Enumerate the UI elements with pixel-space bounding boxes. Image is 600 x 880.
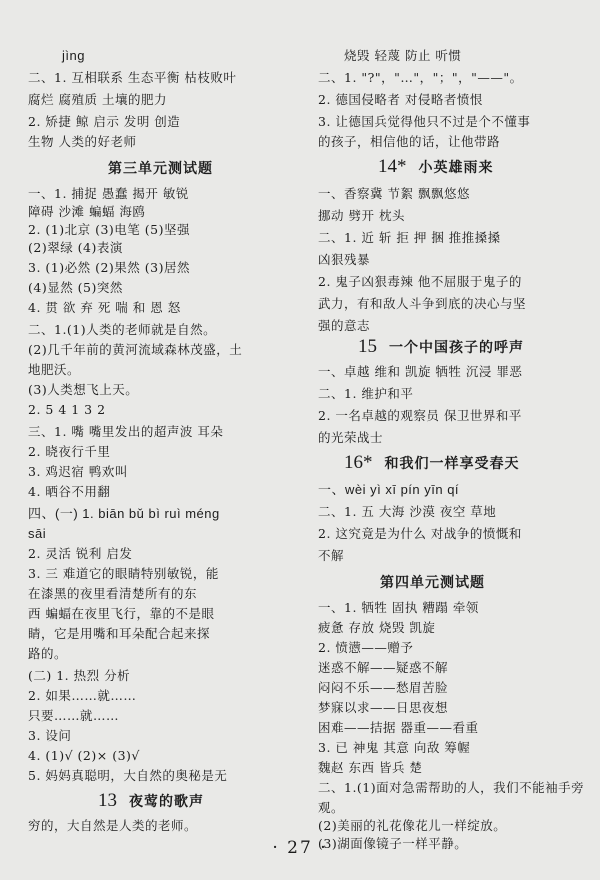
text-line: 西 蝙蝠在夜里飞行，靠的不是眼	[28, 606, 215, 621]
text-line: 腐烂 腐殖质 土壤的肥力	[28, 92, 167, 107]
text-line: 2. 晓夜行千里	[28, 444, 111, 459]
text-line: 地肥沃。	[28, 362, 81, 377]
section-heading: 第四单元测试题	[380, 575, 485, 591]
text-line: 障碍 沙滩 蝙蝠 海鸥	[28, 204, 146, 219]
text-line: 一、香察冀 节絮 飘飘悠悠	[318, 186, 470, 201]
text-line: 迷惑不解——疑惑不解	[318, 660, 449, 675]
text-line: 一、1. 捕捉 愚蠢 揭开 敏锐	[28, 186, 189, 201]
text-line: 2. 德国侵略者 对侵略者愤恨	[318, 92, 483, 107]
text-line: 在漆黑的夜里看清楚所有的东	[28, 586, 198, 601]
text-line: 三、1. 嘴 嘴里发出的超声波 耳朵	[28, 424, 224, 439]
text-line: 4. (1)√ (2)× (3)√	[28, 748, 140, 763]
text-line: 只要……就……	[28, 708, 120, 723]
text-line: 疲惫 存放 烧毁 凯旋	[318, 620, 436, 635]
text-line: 3. 让德国兵觉得他只不过是个不懂事	[318, 114, 531, 129]
text-line: 二、1.(1)面对急需帮助的人，我们不能袖手旁	[318, 780, 585, 795]
lesson-title: 一个中国孩子的呼声	[389, 340, 524, 356]
text-line: 3. 三 难道它的眼睛特别敏锐，能	[28, 566, 219, 581]
text-line: 二、1. 五 大海 沙漠 夜空 草地	[318, 504, 497, 519]
lesson-number: 14*	[378, 156, 407, 177]
text-line: 2. 一名卓越的观察员 保卫世界和平	[318, 408, 522, 423]
text-line: 挪动 劈开 枕头	[318, 208, 405, 223]
text-line: jìng	[62, 48, 85, 63]
text-line: 二、1. 近 斩 拒 押 捆 推推搡搡	[318, 230, 501, 245]
lesson-number: 16*	[344, 452, 373, 473]
lesson-heading-16	[344, 452, 520, 474]
text-line: 闷闷不乐——愁眉苦脸	[318, 680, 449, 695]
text-line: (3)湖面像镜子一样平静。	[318, 836, 468, 851]
text-line: 2. 灵活 锐利 启发	[28, 546, 133, 561]
text-line: 二、1.(1)人类的老师就是自然。	[28, 322, 217, 337]
text-line: 睛，它是用嘴和耳朵配合起来探	[28, 626, 211, 641]
text-line: 2. 愤懑——赠予	[318, 640, 414, 655]
text-line: 4. 贯 欲 弃 死 喘 和 恩 怒	[28, 300, 181, 315]
text-line: 困难——拮据 器重——看重	[318, 720, 479, 735]
text-line: 3. (1)必然 (2)果然 (3)居然	[28, 260, 190, 275]
lesson-number: 13	[98, 790, 117, 811]
text-line: 一、卓越 维和 凯旋 牺牲 沉浸 罪恶	[318, 364, 523, 379]
text-line: 二、1. "?"，"…"，"；"，"——"。	[318, 70, 523, 85]
page-number: · 27 ·	[272, 838, 328, 858]
text-line: (二) 1. 热烈 分析	[28, 668, 131, 683]
text-line: 四、(一) 1. biān bǔ bì ruì méng	[28, 506, 220, 521]
text-line: 路的。	[28, 646, 68, 661]
text-line: (3)人类想飞上天。	[28, 382, 139, 397]
text-line: 4. 晒谷不用翻	[28, 484, 111, 499]
text-line: 3. 鸡迟宿 鸭欢叫	[28, 464, 128, 479]
text-line: 梦寐以求——日思夜想	[318, 700, 449, 715]
text-line: 二、1. 维护和平	[318, 386, 414, 401]
text-line: 观。	[318, 800, 345, 815]
text-line: 生物 人类的好老师	[28, 134, 137, 149]
text-line: 2. 5 4 1 3 2	[28, 402, 106, 417]
text-line: 2. (1)北京 (3)电笔 (5)坚强	[28, 222, 190, 237]
text-line: (2)美丽的礼花像花儿一样绽放。	[318, 818, 507, 833]
lesson-title: 夜莺的歌声	[129, 794, 204, 810]
text-line: 二、1. 互相联系 生态平衡 枯枝败叶	[28, 70, 237, 85]
text-line: 一、1. 牺牲 固执 糟蹋 牵领	[318, 600, 479, 615]
text-line: 2. 鬼子凶狠毒辣 他不屈服于鬼子的	[318, 274, 522, 289]
section-heading: 第三单元测试题	[108, 161, 213, 177]
text-line: 2. 矫捷 鲸 启示 发明 创造	[28, 114, 181, 129]
text-line: 强的意志	[318, 318, 371, 333]
text-line: 的光荣战士	[318, 430, 384, 445]
lesson-title: 小英雄雨来	[418, 160, 494, 176]
text-line: sāi	[28, 526, 47, 541]
text-line: 不解	[318, 548, 345, 563]
text-line: 魏赵 东西 皆兵 楚	[318, 760, 423, 775]
text-line: 武力，有和敌人斗争到底的决心与坚	[318, 296, 527, 311]
lesson-heading-15	[358, 336, 524, 358]
text-line: 一、wèi yì xī pín yīn qí	[318, 482, 460, 497]
text-line: 3. 已 神鬼 其意 向敌 筹幄	[318, 740, 471, 755]
lesson-number: 15	[358, 336, 377, 357]
text-line: 2. 如果……就……	[28, 688, 137, 703]
lesson-heading-14	[378, 156, 494, 178]
text-line: 烧毁 轻蔑 防止 听惯	[344, 48, 462, 63]
text-line: (4)显然 (5)突然	[28, 280, 123, 295]
lesson-heading-13	[98, 790, 204, 812]
text-line: 2. 这究竟是为什么 对战争的愤慨和	[318, 526, 522, 541]
text-line: (2)翠绿 (4)表演	[28, 240, 123, 255]
lesson-title: 和我们一样享受春天	[384, 456, 520, 472]
text-line: 凶狠残暴	[318, 252, 371, 267]
text-line: 的孩子，相信他的话，让他带路	[318, 134, 501, 149]
text-line: 3. 设问	[28, 728, 72, 743]
text-line: 穷的，大自然是人类的老师。	[28, 818, 198, 833]
text-line: 5. 妈妈真聪明，大自然的奥秘是无	[28, 768, 228, 783]
text-line: (2)几千年前的黄河流域森林茂盛，土	[28, 342, 243, 357]
